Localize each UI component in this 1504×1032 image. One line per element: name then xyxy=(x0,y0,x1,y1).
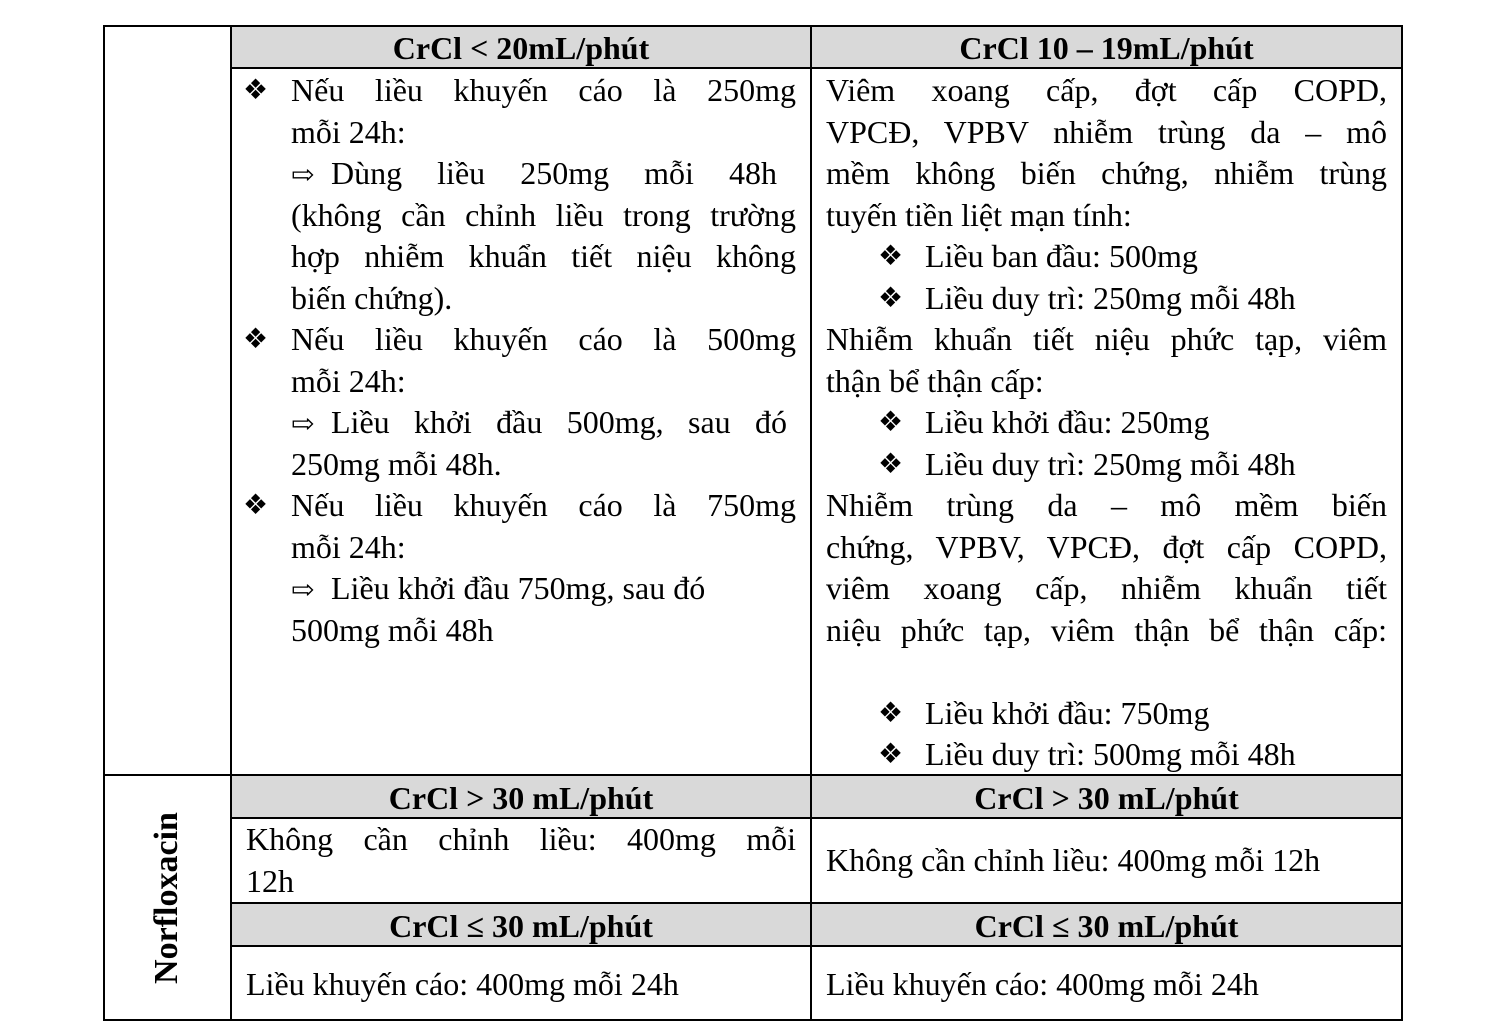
bullet-icon: ❖ xyxy=(878,449,904,480)
dosage-text: Nếu liều khuyến cáo là 500mg xyxy=(291,321,796,357)
dosage-text: Liều duy trì: 500mg mỗi 48h xyxy=(925,736,1296,772)
arrow-icon: ⇨ xyxy=(291,409,315,440)
arrow-icon: ⇨ xyxy=(291,575,315,606)
dosage-text: hợp nhiễm khuẩn tiết niệu không xyxy=(291,238,796,274)
indication-text: viêm xoang cấp, nhiễm khuẩn tiết xyxy=(826,570,1387,606)
dosage-text: Không cần chỉnh liều: 400mg mỗi 12h xyxy=(826,842,1321,878)
dosage-text xyxy=(291,402,796,446)
indication-text: niệu phức tạp, viêm thận bể thận cấp: xyxy=(826,612,1387,648)
arrow-icon: ⇨ xyxy=(291,160,315,191)
dosage-text: Liều ban đầu: 500mg xyxy=(925,238,1198,274)
bullet-icon: ❖ xyxy=(243,75,269,106)
dosage-text: Liều khuyến cáo: 400mg mỗi 24h xyxy=(246,966,679,1002)
column-header: CrCl ≤ 30 mL/phút xyxy=(974,908,1239,944)
dosage-text: mỗi 24h: xyxy=(291,114,406,150)
bullet-icon: ❖ xyxy=(878,241,904,272)
column-header: CrCl < 20mL/phút xyxy=(392,30,650,66)
arrow-text: Liều khởi đầu 500mg, sau đó xyxy=(331,404,787,440)
table-border xyxy=(231,902,1403,904)
table-border xyxy=(103,25,105,1021)
dosage-text: mỗi 24h: xyxy=(291,529,406,565)
arrow-text: Liều khởi đầu 750mg, sau đó xyxy=(331,570,706,606)
dosage-text: 12h xyxy=(246,863,294,899)
column-header: CrCl > 30 mL/phút xyxy=(388,780,654,816)
dosage-text xyxy=(291,153,796,197)
indication-text: Nhiễm khuẩn tiết niệu phức tạp, viêm xyxy=(826,321,1387,357)
dosage-text: Liều khởi đầu: 750mg xyxy=(925,695,1210,731)
dosage-text: 250mg mỗi 48h. xyxy=(291,446,502,482)
dosage-text: 500mg mỗi 48h xyxy=(291,612,494,648)
dosage-text: Liều khuyến cáo: 400mg mỗi 24h xyxy=(826,966,1259,1002)
dosage-text: biến chứng). xyxy=(291,280,453,316)
indication-text: Nhiễm trùng da – mô mềm biến xyxy=(826,487,1387,523)
bullet-icon: ❖ xyxy=(878,739,904,770)
dosage-text: (không cần chỉnh liều trong trường xyxy=(291,197,796,233)
bullet-icon: ❖ xyxy=(243,324,269,355)
bullet-icon: ❖ xyxy=(878,698,904,729)
indication-text: chứng, VPBV, VPCĐ, đợt cấp COPD, xyxy=(826,529,1387,565)
dosage-text xyxy=(291,568,705,612)
dosage-text: mỗi 24h: xyxy=(291,363,406,399)
table-border xyxy=(1401,25,1403,1021)
dosage-text: Nếu liều khuyến cáo là 750mg xyxy=(291,487,796,523)
indication-text: tuyến tiền liệt mạn tính: xyxy=(826,197,1132,233)
column-header: CrCl > 30 mL/phút xyxy=(974,780,1239,816)
table-border xyxy=(810,25,812,1021)
indication-text: mềm không biến chứng, nhiễm trùng xyxy=(826,155,1387,191)
drug-name: Norfloxacin xyxy=(148,812,185,984)
dosage-text: Liều duy trì: 250mg mỗi 48h xyxy=(925,446,1296,482)
table-border xyxy=(230,25,232,1021)
column-header: CrCl ≤ 30 mL/phút xyxy=(389,908,653,944)
indication-text: thận bể thận cấp: xyxy=(826,363,1044,399)
table-border xyxy=(103,1019,1403,1021)
dosage-text: Liều khởi đầu: 250mg xyxy=(925,404,1210,440)
bullet-icon: ❖ xyxy=(243,490,269,521)
arrow-text: Dùng liều 250mg mỗi 48h xyxy=(331,155,777,191)
indication-text: Viêm xoang cấp, đợt cấp COPD, xyxy=(826,72,1387,108)
dosage-text: Liều duy trì: 250mg mỗi 48h xyxy=(925,280,1296,316)
bullet-icon: ❖ xyxy=(878,407,904,438)
dosage-text: Nếu liều khuyến cáo là 250mg xyxy=(291,72,796,108)
table-border xyxy=(103,25,1403,27)
bullet-icon: ❖ xyxy=(878,283,904,314)
dosage-text: Không cần chỉnh liều: 400mg mỗi xyxy=(246,821,796,857)
indication-text: VPCĐ, VPBV nhiễm trùng da – mô xyxy=(826,114,1387,150)
column-header: CrCl 10 – 19mL/phút xyxy=(959,30,1254,66)
